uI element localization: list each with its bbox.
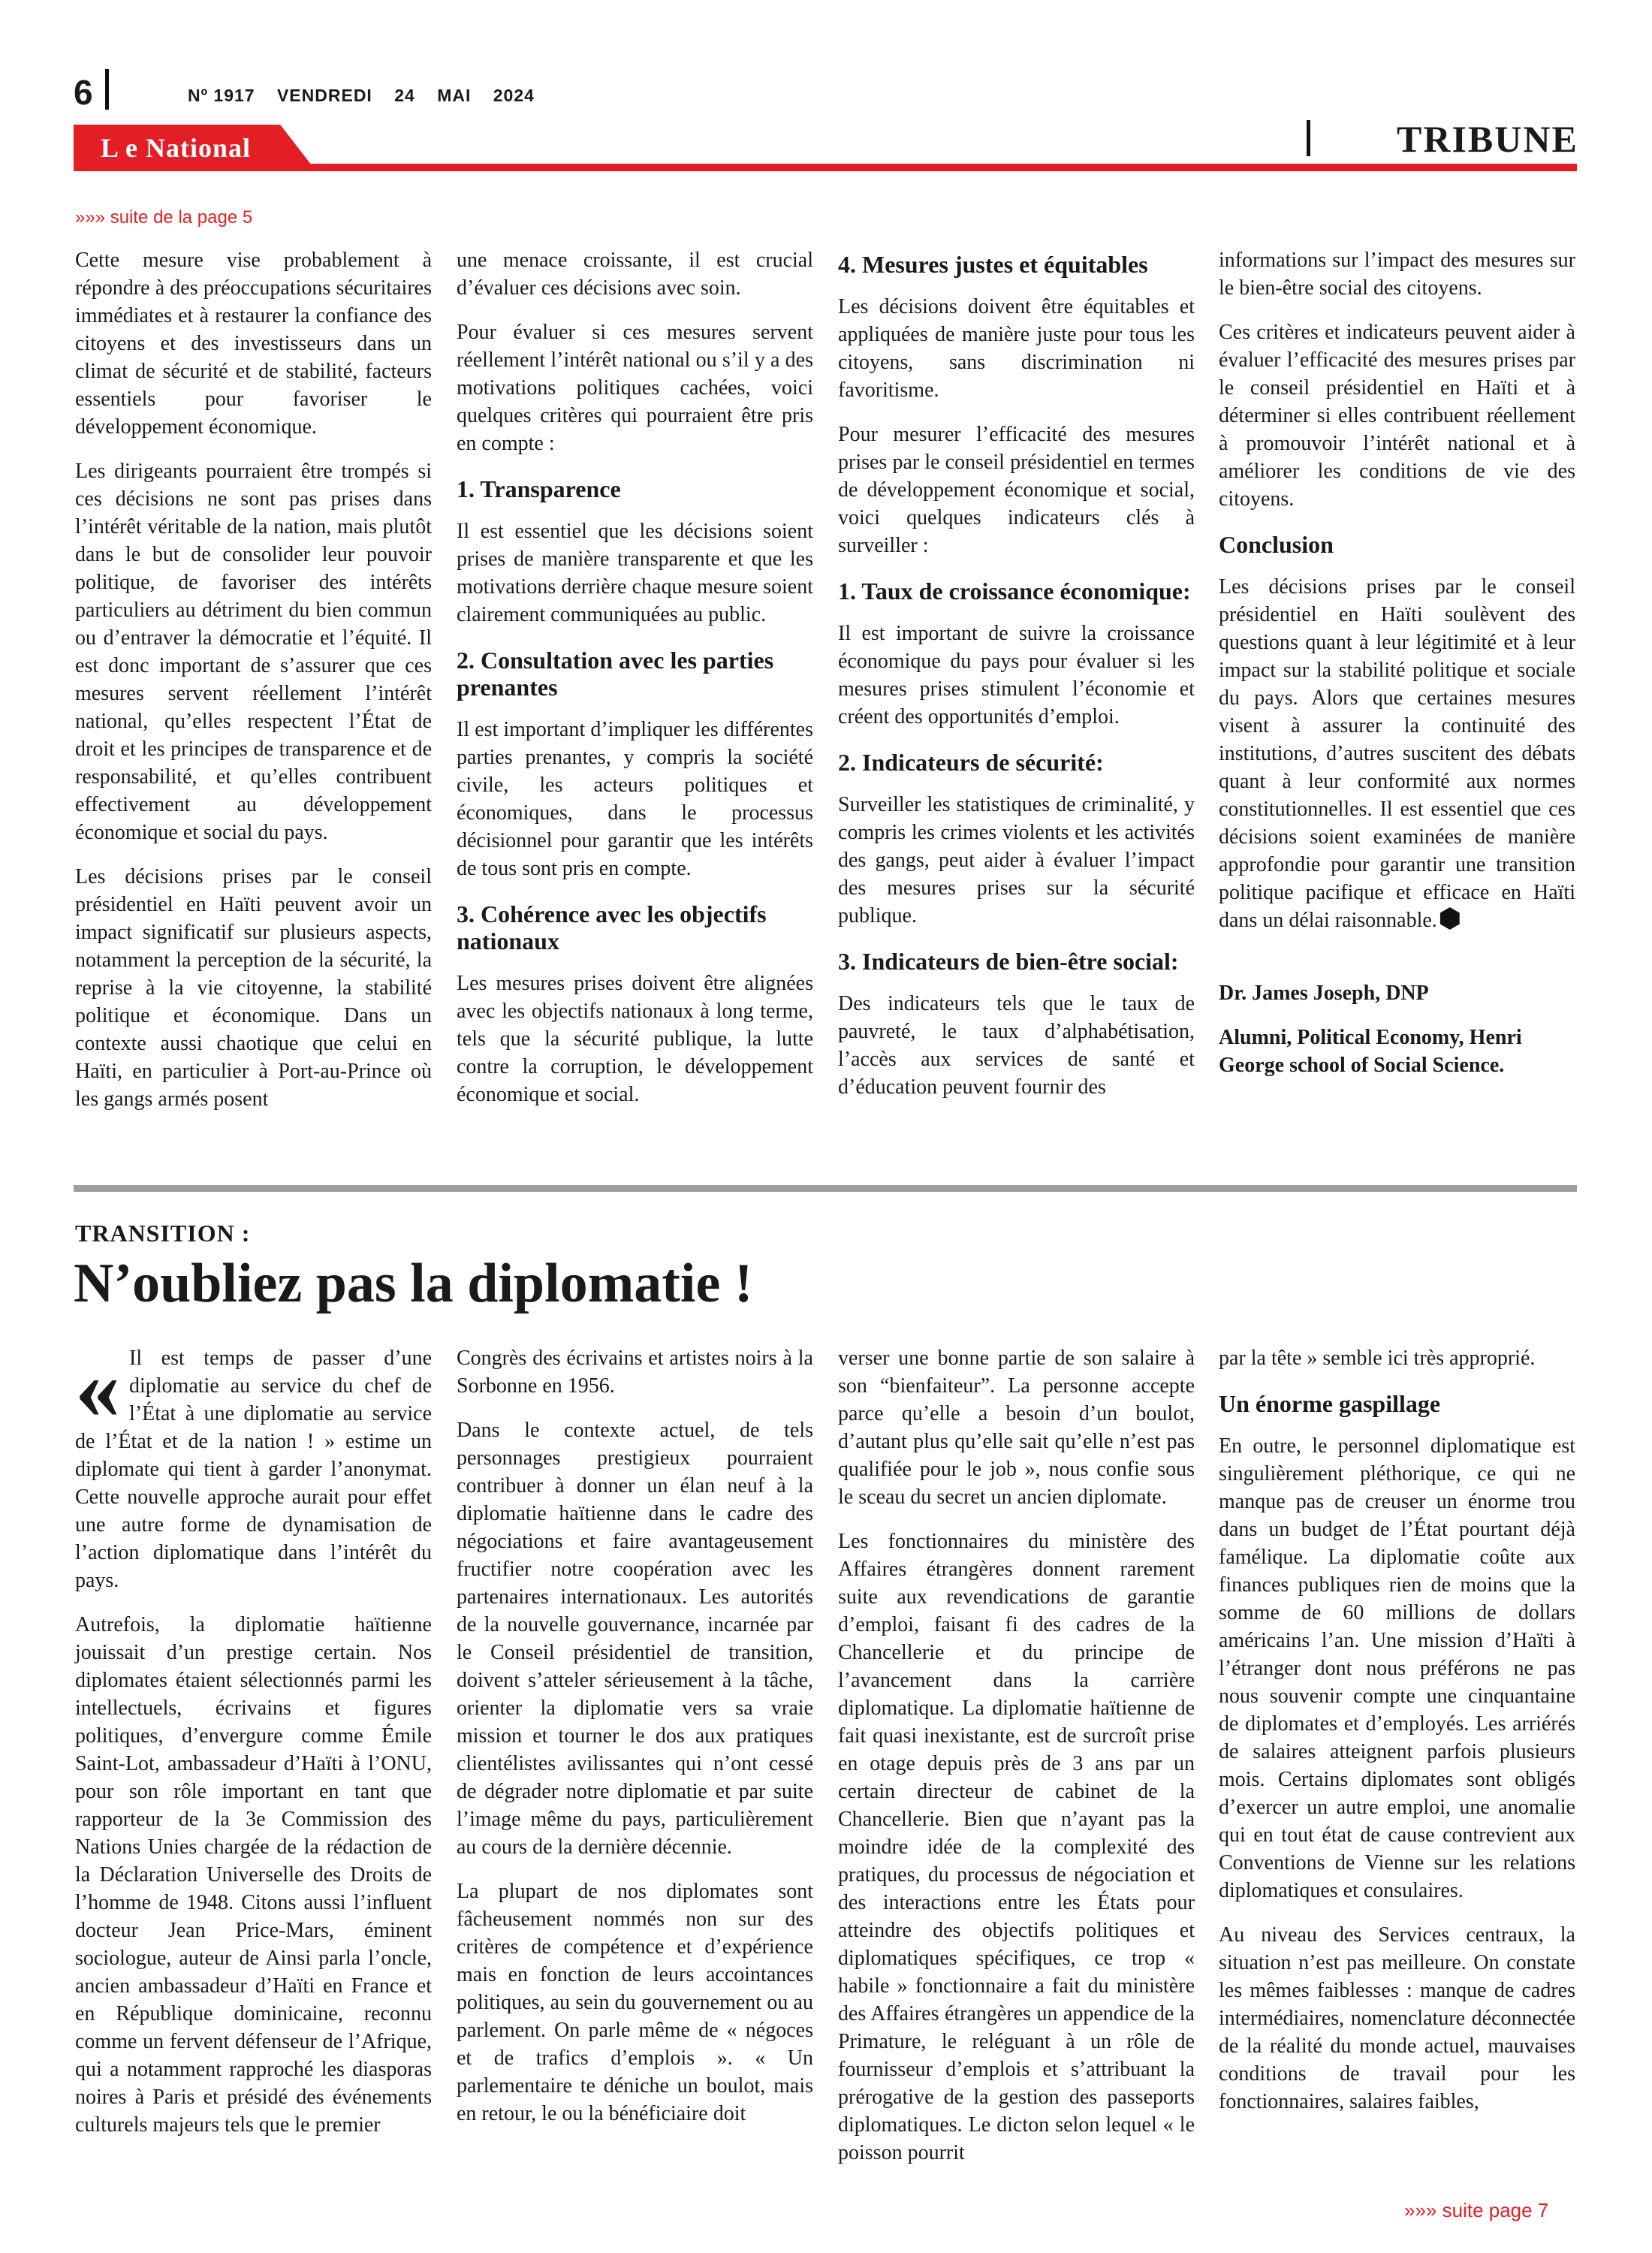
paragraph: Des indicateurs tels que le taux de pauvreté, le taux d’alphabétisation, l’accès aux services de santé et d’éducation peuvent fournir des [838, 992, 1195, 1099]
subheading-securite: 2. Indicateurs de sécurité: [838, 749, 1104, 776]
subheading-coherence: 3. Cohérence avec les objectifs nationaux [457, 900, 767, 955]
paragraph: Pour évaluer si ces mesures servent réellement l’intérêt national ou s’il y a des motivations politiques cachées, voici quelques critères qui pourraient être pris en compte : [457, 321, 813, 455]
issue-year: 2024 [493, 86, 535, 105]
paragraph: Les fonctionnaires du ministère des Affaires étrangères donnent rarement suite aux revendications de garantie d’emploi, faisant fi des cadres de la Chancellerie et du principe de l’avancement dans la carrière diplomatique. La diplomatie haïtienne de fait quasi inexistante, est de surcroît prise en otage depuis près de 3 ans par un certain directeur de cabinet de la Chancellerie. Bien que n’ayant pas la moindre idée de la complexité des pratiques, du processus de négociation et des interactions entre les États pour atteindre des objectifs politiques et diplomatiques spécifiques, ce trop « habile » fonctionnaire a fait du ministère des Affaires étrangères un appendice de la Primature, le reléguant à un rôle de fournisseur d’emplois et s’attribuant la prérogative de la gestion des passeports diplomatiques. Le dicton selon lequel « le poisson pourrit [838, 1530, 1195, 2164]
paragraph-conclusion [1219, 573, 1575, 934]
continued-to-link[interactable]: »»» suite page 7 [1404, 2199, 1549, 2221]
paragraph: Congrès des écrivains et artistes noirs à la Sorbonne en 1956. [457, 1347, 813, 1398]
paragraph: Surveiller les statistiques de criminalité, y compris les crimes violents et les activités des gangs, peut aider à évaluer l’impact des mesures prises sur la sécurité publique. [838, 793, 1195, 927]
opening-quote-icon: « [75, 1338, 120, 1437]
article2-column-3 [838, 1344, 1195, 2183]
paragraph: Dans le contexte actuel, de tels personnages prestigieux pourraient contribuer à donner un élan neuf à la diplomatie haïtienne dans le cadre des négociations et faire avantageusement fructifier notre coopération avec les partenaires internationaux. Les autorités de la nouvelle gouvernance, incarnée par le Conseil présidentiel de transition, doivent s’atteler sérieusement à la tâche, orienter la diplomatie vers sa vraie mission et tourner le dos aux pratiques clientélistes avilissantes qui n’ont cessé de dégrader notre diplomatie et par suite l’image même du pays, particulièrement au cours de la dernière décennie. [457, 1419, 813, 1859]
paragraph: Les décisions prises par le conseil présidentiel en Haïti peuvent avoir un impact significatif sur plusieurs aspects, notamment la perception de la sécurité, la reprise à la vie citoyenne, la stabilité politique et économique. Dans un contexte aussi chaotique que celui en Haïti, en particulier à Port-au-Prince où les gangs armés posent [75, 865, 432, 1111]
header-rule [74, 164, 1577, 171]
paragraph: Ces critères et indicateurs peuvent aider à évaluer l’efficacité des mesures prises par le conseil présidentiel en Haïti et à déterminer si elles contribuent réellement à promouvoir l’intérêt national et à améliorer les conditions de vie des citoyens. [1219, 321, 1575, 511]
continued-from-link[interactable]: »»» suite de la page 5 [75, 207, 253, 228]
issue-month: MAI [437, 86, 472, 105]
paragraph: Au niveau des Services centraux, la situation n’est pas meilleure. On constate les mêmes faiblesses : manque de cadres intermédiaires, nomenclature déconnectée de la réalité du monde actuel, mauvaises conditions de travail pour les fonctionnaires, salaires faibles, [1219, 1923, 1575, 2113]
author-affiliation: Alumni, Political Economy, Henri George school of Social Science. [1219, 1026, 1522, 1077]
paragraph: Il est important de suivre la croissance économique du pays pour évaluer si les mesures prises stimulent l’économie et créent des opportunités d’emploi. [838, 622, 1195, 728]
page-number-divider [105, 69, 109, 110]
paragraph: Autrefois, la diplomatie haïtienne jouissait d’un prestige certain. Nos diplomates étaient sélectionnés parmi les intellectuels, écrivains et figures politiques, d’envergure comme Émile Saint-Lot, ambassadeur d’Haïti à l’ONU, pour son rôle important en tant que rapporteur de la 3e Commission des Nations Unies chargée de la rédaction de la Déclaration Universelle des Droits de l’homme de 1948. Citons aussi l’influent docteur Jean Price-Mars, éminent sociologue, auteur de Ainsi parla l’oncle, ancien ambassadeur d’Haïti en France et en République dominicaine, reconnu comme un fervent défenseur de l’Afrique, qui a notamment rapproché les diasporas noires à Paris et présidé des événements culturels majeurs tels que le premier [75, 1613, 432, 2137]
subheading-transparence: 1. Transparence [457, 475, 621, 502]
subheading-gaspillage: Un énorme gaspillage [1219, 1390, 1441, 1417]
paragraph: une menace croissante, il est crucial d’évaluer ces décisions avec soin. [457, 249, 813, 300]
article1-column-3 [838, 246, 1195, 1117]
article2-headline: N’oubliez pas la diplomatie ! [74, 1253, 753, 1314]
paragraph: verser une bonne partie de son salaire à son “bienfaiteur”. La personne accepte parce qu’elle a besoin d’un boulot, d’autant plus qu’elle sait qu’elle n’est pas qualifiée pour le job », nous confie sous le sceau du secret un ancien diplomate. [838, 1347, 1195, 1509]
article1-column-1 [75, 246, 432, 1130]
issue-day: 24 [394, 86, 415, 105]
paragraph: Il est essentiel que les décisions soient prises de manière transparente et que les motivations derrière chaque mesure soient clairement communiquées au public. [457, 520, 813, 626]
article-separator [74, 1185, 1577, 1192]
subheading-bien-etre: 3. Indicateurs de bien-être social: [838, 948, 1179, 975]
conclusion-text: Les décisions prises par le conseil présidentiel en Haïti soulèvent des questions quant à leur légitimité et à leur impact sur la stabilité politique et sociale du pays. Alors que certaines mesures visent à assurer la continuité des institutions, d’autres suscitent des débats quant à leur conformité aux normes constitutionnelles. Il est essentiel que ces décisions soient examinées de manière approfondie pour garantir une transition politique pacifique et efficace en Haïti dans un délai raisonnable. [1219, 575, 1575, 932]
paragraph: informations sur l’impact des mesures sur le bien-être social des citoyens. [1219, 249, 1575, 300]
paragraph: Les décisions doivent être équitables et appliquées de manière juste pour tous les citoyens, sans discrimination ni favoritisme. [838, 295, 1195, 402]
paragraph-lead [75, 1338, 432, 1594]
subheading-taux-croissance: 1. Taux de croissance économique: [838, 578, 1191, 605]
lead-text: Il est temps de passer d’une diplomatie au service du chef de l’État à une diplomatie au service de l’État et de la nation ! » estime un diplomate qui tient à garder l’anonymat. Cette nouvelle approche aurait pour effet une autre forme de dynamisation de l’action diplomatique dans l’intérêt du pays. [75, 1347, 432, 1592]
issue-weekday: VENDREDI [276, 86, 372, 105]
issue-number: Nº 1917 [188, 86, 255, 105]
paragraph: Il est important d’impliquer les différentes parties prenantes, y compris la société civile, les acteurs politiques et économiques, dans le processus décisionnel pour garantir que les intérêts de tous sont pris en compte. [457, 718, 813, 880]
paragraph: La plupart de nos diplomates sont fâcheusement nommés non sur des critères de compétence et d’expérience mais en fonction de leurs accointances politiques, au sein du gouvernement ou au parlement. On parle même de « négoces et de trafics d’emplois ». « Un parlementaire te déniche un boulot, mais en retour, le ou la bénéficiaire doit [457, 1880, 813, 2125]
end-of-article-icon [1439, 907, 1461, 930]
page-number: 6 [74, 73, 93, 112]
paragraph: par la tête » semble ici très approprié. [1219, 1347, 1536, 1370]
brand-logo: L e National [101, 133, 252, 163]
issue-info [188, 86, 551, 106]
article2-column-1 [75, 1338, 432, 2155]
article2-column-2 [457, 1344, 813, 2144]
article2-column-4 [1219, 1344, 1575, 2132]
article1-column-4 [1219, 246, 1575, 1096]
paragraph: Pour mesurer l’efficacité des mesures prises par le conseil présidentiel en termes de développement économique et social, voici quelques indicateurs clés à surveiller : [838, 423, 1195, 557]
paragraph: Les mesures prises doivent être alignées avec les objectifs nationaux à long terme, tels que la sécurité publique, la lutte contre la corruption, le développement économique et social. [457, 972, 813, 1106]
section-divider [1307, 120, 1310, 156]
article2-kicker: TRANSITION : [75, 1220, 251, 1247]
paragraph: Les dirigeants pourraient être trompés si ces décisions ne sont pas prises dans l’intérêt véritable de la nation, mais plutôt dans le but de consolider leur pouvoir politique, de favoriser des intérêts particuliers au détriment du bien commun ou d’entraver la démocratie et l’équité. Il est donc important de s’assurer que ces mesures servent réellement l’intérêt national, qu’elles respectent l’État de droit et les principes de transparence et de responsabilité, et qu’elles contribuent effectivement au développement économique et social du pays. [75, 460, 432, 844]
subheading-conclusion: Conclusion [1219, 531, 1334, 558]
article1-column-2 [457, 246, 813, 1125]
author-name: Dr. James Joseph, DNP [1219, 982, 1429, 1005]
section-title: TRIBUNE [1397, 118, 1578, 160]
paragraph: En outre, le personnel diplomatique est singulièrement pléthorique, ce qui ne manque pas de creuser un énorme trou dans un budget de l’État pourtant déjà famélique. La diplomatie coûte aux finances publiques rien de moins que la somme de 60 millions de dollars américains l’an. Une mission d’Haïti à l’étranger dont nous préférons ne pas nous souvenir compte une cinquantaine de diplomates et d’employés. Les arriérés de salaires atteignent parfois plusieurs mois. Certains diplomates sont obligés d’exercer un autre emploi, une anomalie qui en tout état de cause contrevient aux Conventions de Vienne sur les relations diplomatiques et consulaires. [1219, 1434, 1575, 1902]
paragraph: Cette mesure vise probablement à répondre à des préoccupations sécuritaires immédiates et à restaurer la confiance des citoyens et des investisseurs dans un climat de sécurité et de stabilité, facteurs essentiels pour favoriser le développement économique. [75, 249, 432, 439]
subheading-mesures: 4. Mesures justes et équitables [838, 251, 1148, 278]
subheading-consultation: 2. Consultation avec les parties prenantes [457, 647, 774, 701]
